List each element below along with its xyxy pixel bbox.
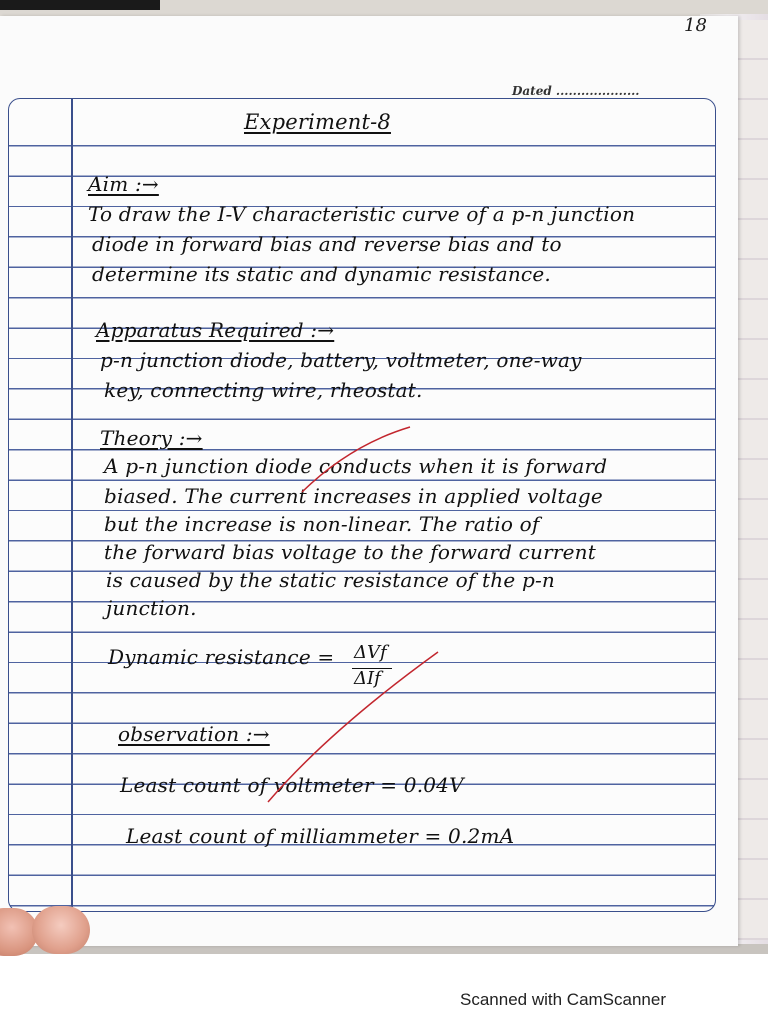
aim-line-3: determine its static and dynamic resistance. bbox=[92, 262, 551, 286]
observation-line-1: Least count of voltmeter = 0.04V bbox=[120, 773, 464, 797]
aim-line-1: To draw the I-V characteristic curve of a p-n junction bbox=[88, 202, 636, 226]
finger-right bbox=[32, 906, 90, 954]
formula-label: Dynamic resistance = bbox=[108, 645, 335, 669]
formula-denominator: ΔIf bbox=[354, 668, 381, 689]
observation-heading: observation :→ bbox=[118, 722, 270, 746]
theory-line-1: A p-n junction diode conducts when it is forward bbox=[104, 454, 608, 478]
theory-line-2: biased. The current increases in applied voltage bbox=[104, 484, 603, 508]
scan-margin bbox=[0, 954, 768, 1024]
desk-shadow bbox=[0, 0, 160, 10]
page-title: Experiment-8 bbox=[244, 110, 391, 134]
margin-line bbox=[71, 99, 73, 911]
apparatus-heading: Apparatus Required :→ bbox=[96, 318, 335, 342]
camscanner-watermark: Scanned with CamScanner bbox=[460, 990, 667, 1009]
theory-line-5: is caused by the static resistance of the p-n bbox=[106, 568, 555, 592]
theory-line-3: but the increase is non-linear. The ratio of bbox=[104, 512, 540, 536]
formula-numerator: ΔVf bbox=[354, 642, 387, 663]
apparatus-line-1: p-n junction diode, battery, voltmeter, one-way bbox=[100, 348, 582, 372]
underlying-page-edges bbox=[738, 20, 768, 940]
theory-line-6: junction. bbox=[106, 596, 197, 620]
dated-label: Dated .................... bbox=[512, 84, 640, 98]
theory-line-4: the forward bias voltage to the forward current bbox=[104, 540, 596, 564]
page-number: 18 bbox=[684, 15, 707, 36]
theory-heading: Theory :→ bbox=[100, 426, 203, 450]
observation-line-2: Least count of milliammeter = 0.2mA bbox=[126, 824, 515, 848]
apparatus-line-2: key, connecting wire, rheostat. bbox=[104, 378, 423, 402]
aim-line-2: diode in forward bias and reverse bias and to bbox=[92, 232, 562, 256]
aim-heading: Aim :→ bbox=[88, 172, 159, 196]
